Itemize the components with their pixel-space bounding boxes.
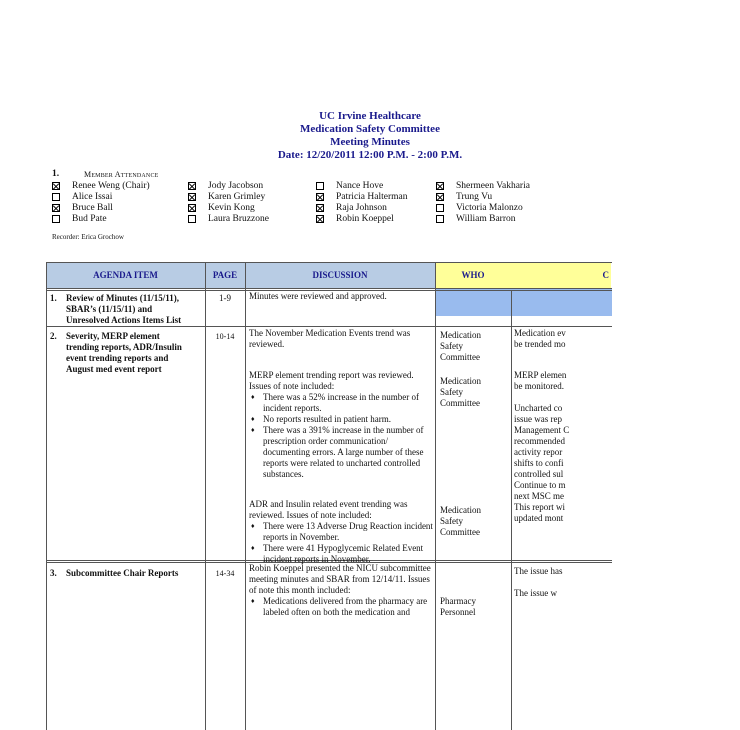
attendance-member-name: Trung Vu	[456, 192, 493, 202]
row2-page: 10-14	[215, 332, 235, 341]
recorder-line: Recorder: Erica Grochow	[52, 233, 124, 241]
section-number: 1.	[52, 169, 60, 179]
meeting-date: Date: 12/20/2011 12:00 P.M. - 2:00 P.M.	[277, 149, 463, 161]
attendance-checkbox[interactable]	[436, 193, 444, 201]
row2-discussion-trend: The November Medication Events trend was reviewed.	[249, 328, 411, 349]
attendance-member-name: Alice Issai	[72, 192, 113, 202]
row2-who-1: Medication Safety Committee	[440, 330, 481, 362]
attendance-title: Member Attendance	[84, 170, 159, 179]
attendance-checkbox[interactable]	[188, 204, 196, 212]
header-page: PAGE	[205, 262, 245, 288]
attendance-member-name: Raja Johnson	[336, 203, 387, 213]
attendance-member-name: Bud Pate	[72, 214, 107, 224]
attendance-checkbox[interactable]	[188, 215, 196, 223]
document-header	[0, 110, 740, 162]
row1-highlight	[436, 289, 612, 316]
attendance-member-name: William Barron	[456, 214, 516, 224]
attendance-checkbox[interactable]	[52, 193, 60, 201]
row3-number: 3.	[50, 568, 57, 578]
row1-number: 1.	[50, 293, 57, 303]
header-who: WHO	[435, 262, 511, 288]
attendance-checkbox[interactable]	[52, 182, 60, 190]
attendance-checkbox[interactable]	[316, 193, 324, 201]
row2-number: 2.	[50, 331, 57, 341]
attendance-checkbox[interactable]	[52, 204, 60, 212]
row2-discussion-adr: ADR and Insulin related event trending was reviewed. Issues of note included: ♦ There were 13 Adverse Drug Reaction incident reports in November. ♦ There were 41 Hypoglycemic Related Event incident reports in November.	[249, 499, 433, 565]
row1-agenda-item: Review of Minutes (11/15/11), SBAR’s (11/15/11) and Unresolved Actions Items List	[66, 293, 182, 325]
row3-agenda-item: Subcommittee Chair Reports	[66, 568, 179, 578]
attendance-member-name: Shermeen Vakharia	[456, 181, 530, 191]
attendance-member-name: Robin Koeppel	[336, 214, 394, 224]
row2-conclusion-3: This report wi updated mont	[514, 502, 565, 523]
attendance-checkbox[interactable]	[316, 215, 324, 223]
header-discussion: DISCUSSION	[245, 262, 435, 288]
row1-discussion: Minutes were reviewed and approved.	[249, 291, 387, 301]
header-agenda-item: AGENDA ITEM	[46, 262, 205, 288]
row3-who: Pharmacy Personnel	[440, 596, 476, 617]
row3-conclusion: The issue has The issue w	[514, 566, 563, 598]
attendance-checkbox[interactable]	[188, 193, 196, 201]
attendance-checkbox[interactable]	[188, 182, 196, 190]
row2-conclusion-2: MERP elemen be monitored. Uncharted co issue was rep Management C recommended activity repor shifts to confi controlled sul Continue to m next MSC me	[514, 370, 570, 501]
attendance-member-name: Jody Jacobson	[208, 181, 264, 191]
header-conclusion: C	[511, 262, 611, 288]
row2-who-3: Medication Safety Committee	[440, 505, 481, 537]
attendance-checkbox[interactable]	[436, 204, 444, 212]
row2-discussion-merp: MERP element trending report was reviewed. Issues of note included: ♦ There was a 52% increase in the number of incident reports. ♦ No reports resulted in patient harm. ♦ There was a 391% increase in the number of prescription order communication/ documenting errors. A large number of these reports were related to uncharted controlled substances.	[249, 370, 433, 480]
row3-page: 14-34	[215, 569, 235, 578]
attendance-checkbox[interactable]	[436, 215, 444, 223]
row2-agenda-item: Severity, MERP element trending reports, ADR/Insulin event trending reports and August med event report	[66, 331, 182, 374]
row1-page: 1-9	[219, 293, 231, 303]
row2-conclusion-1: Medication ev be trended mo	[514, 328, 566, 349]
attendance-member-name: Victoria Malonzo	[456, 203, 523, 213]
row3-discussion: Robin Koeppel presented the NICU subcommittee meeting minutes and SBAR from 12/14/11. Issues of note this month included: ♦ Medications delivered from the pharmacy are labeled often on both the medication and	[249, 563, 433, 730]
row2-who-2: Medication Safety Committee	[440, 376, 481, 408]
attendance-member-name: Bruce Ball	[72, 203, 113, 213]
attendance-member-name: Nance Hove	[336, 181, 384, 191]
attendance-member-name: Laura Bruzzone	[208, 214, 269, 224]
attendance-member-name: Renee Weng (Chair)	[72, 181, 150, 191]
attendance-member-name: Kevin Kong	[208, 203, 255, 213]
attendance-checkbox[interactable]	[436, 182, 444, 190]
attendance-checkbox[interactable]	[316, 204, 324, 212]
attendance-checkbox[interactable]	[52, 215, 60, 223]
committee-name: Medication Safety Committee	[300, 123, 440, 135]
attendance-member-name: Karen Grimley	[208, 192, 266, 202]
org-name: UC Irvine Healthcare	[319, 110, 421, 122]
attendance-member-name: Patricia Halterman	[336, 192, 408, 202]
attendance-checkbox[interactable]	[316, 182, 324, 190]
document-type: Meeting Minutes	[330, 136, 410, 148]
